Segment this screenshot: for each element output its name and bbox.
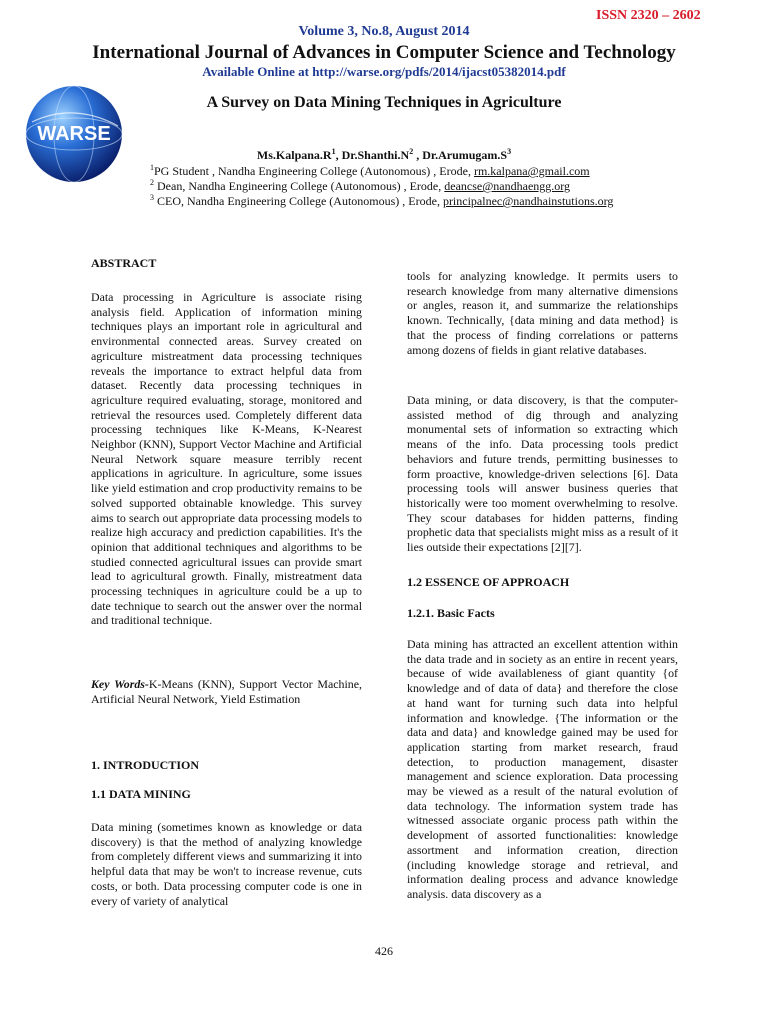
email-link-2[interactable]: deancse@nandhaengg.org xyxy=(444,179,571,193)
data-mining-text: Data mining (sometimes known as knowledge or data discovery) is that the method of analyzing knowledge from completely different views and summarizing it into helpful data that may be won't to increase revenue, cuts costs, or both. Data processing computer code is one in every of variety of analytical xyxy=(91,820,362,908)
affiliation-1: $^1$PG Student , Nandha Engineering College (Autonomous) , Erode, rm.kalpana@gmail.com xyxy=(150,163,590,178)
available-online-link[interactable]: Available Online at http://warse.org/pdfs/2014/ijacst05382014.pdf xyxy=(202,64,566,79)
right-paragraph-2: Data mining, or data discovery, is that the computer-assisted method of dig through and analyzing monumental sets of information so extracting which means of the info. Data processing tools predict behaviors and future trends, permitting businesses to form proactive, knowledge-driven selections [6]. Data processing tools will answer business queries that historically were too moment overwhelming to resolve. They scour databases for hidden patterns, finding prophetic data that specialists might miss as a result of it lies outside their expectations [2][7]. xyxy=(407,393,678,555)
author-3: Dr.Arumugam.S xyxy=(422,148,508,162)
page-number: 426 xyxy=(375,944,393,958)
essence-heading: 1.2 ESSENCE OF APPROACH xyxy=(407,575,570,589)
author-2: Dr.Shanthi.N xyxy=(341,148,410,162)
keywords xyxy=(91,677,362,706)
author-1: Ms.Kalpana.R xyxy=(256,148,332,162)
right-paragraph-3: Data mining has attracted an excellent attention within the data trade and in society as an entire in recent years, because of wide availableness of giant quantity {of knowledge and of data of data} and therefore the close at hand want for turning such data into helpful information and knowledge. {The information or the data and data} and knowledge gained may be used for application starting from market research, fraud detection, to production management, disaster management and science exploration. Data processing may be viewed as a result of the natural evolution of data technology. The information system trade has witnessed associate organic process path within the development of assorted functionalities: knowledge assortment and information creation, direction (including knowledge storage and retrieval, and information dealing process and advance knowledge analysis. data discovery as a xyxy=(407,637,678,901)
logo-text: WARSE xyxy=(37,123,111,145)
abstract-heading: ABSTRACT xyxy=(91,256,157,270)
issn-label: ISSN 2320 – 2602 xyxy=(596,8,701,23)
keywords-text: K-Means (KNN), Support Vector Machine, Artificial Neural Network, Yield Estimation xyxy=(91,677,363,706)
journal-title: International Journal of Advances in Computer Science and Technology xyxy=(92,42,676,63)
abstract-text: Data processing in Agriculture is associate rising analysis field. Application of information mining techniques plays an important role in agricultural and environmental connected areas. Survey created on agriculture mistreatment data processing techniques reveals the importance to extract helpful data from dataset. Recently data processing techniques in agriculture required evaluating, storage, monitored and retrieval the resources used. Completely different data processing techniques like K-Means, K-Nearest Neighbor (KNN), Support Vector Machine and Artificial Neural Network square measure terribly recent applications in agriculture. In agriculture, some issues like yield estimation and crop productivity remains to be solved supported obtainable knowledge. This survey aims to search out appropriate data processing models to realize high accuracy and prediction capabilities. It's the opinion that additional techniques and algorithms to be studied connected agricultural issues can provide smart lead to agricultural growth. Finally, mistreatment data processing techniques in agriculture could be a up to date technique to search out the answer over the normal and traditional technique. xyxy=(91,290,362,628)
data-mining-heading: 1.1 DATA MINING xyxy=(91,787,191,801)
email-link-1[interactable]: rm.kalpana@gmail.com xyxy=(473,164,590,178)
email-link-3[interactable]: principalnec@nandhainstutions.org xyxy=(442,194,614,208)
authors-line: $Ms.Kalpana.R^1$, $Dr.Shanthi.N^2$ , $Dr.Arumugam.S^3$ xyxy=(256,147,512,162)
paper-title: A Survey on Data Mining Techniques in Agriculture xyxy=(206,94,562,111)
introduction-heading: 1. INTRODUCTION xyxy=(91,758,200,772)
affiliation-2: $^2$ Dean, Nandha Engineering College (Autonomous) , Erode, deancse@nandhaengg.org xyxy=(150,178,571,193)
volume-line: Volume 3, No.8, August 2014 xyxy=(298,24,470,39)
right-paragraph-1: tools for analyzing knowledge. It permits users to research knowledge from many alternative dimensions or angles, reason it, and summarize the relationships known. Technically, {data mining and data method} is that the process of finding correlations or patterns among dozens of fields in giant relative databases. xyxy=(407,269,678,357)
affiliation-3: $^3$ CEO, Nandha Engineering College (Autonomous) , Erode, principalnec@nandhainstutions.org xyxy=(150,193,614,208)
basic-facts-heading: 1.2.1. Basic Facts xyxy=(407,606,495,620)
keywords-label: Key Words- xyxy=(91,677,149,691)
